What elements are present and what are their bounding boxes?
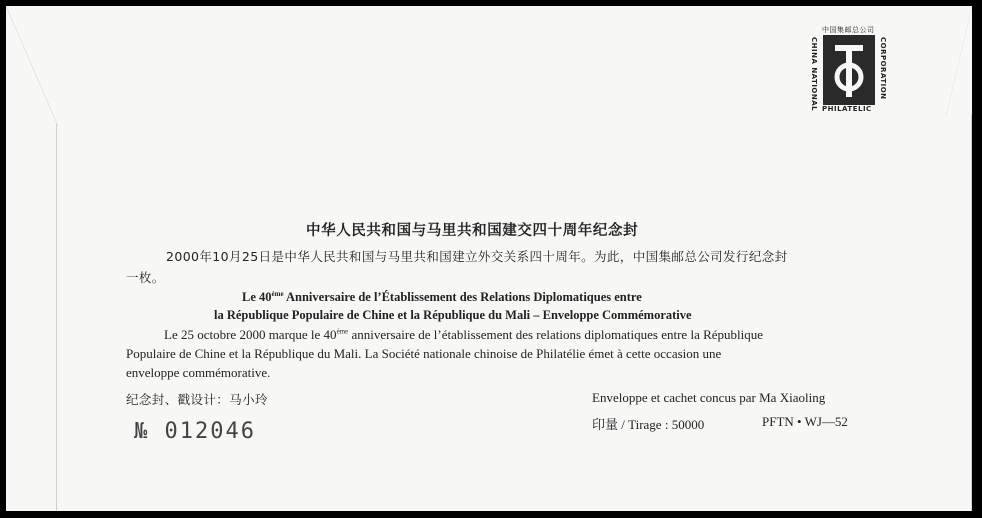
french-body-line-3: enveloppe commémorative. bbox=[126, 365, 271, 380]
logo-right-text: CORPORATION bbox=[879, 37, 887, 100]
designer-french: Enveloppe et cachet concus par Ma Xiaoling bbox=[592, 390, 826, 405]
philatelic-corporation-logo bbox=[810, 25, 890, 117]
catalog-code: PFTN • WJ—52 bbox=[762, 414, 848, 429]
chinese-body-line-1: 2000年10月25日是中华人民共和国与马里共和国建立外交关系四十周年。为此，中国集邮总公司发行纪念封 bbox=[166, 249, 788, 264]
logo-left-text: CHINA NATIONAL bbox=[810, 37, 818, 112]
french-title-line-2: la République Populaire de Chine et la République du Mali – Enveloppe Commémorative bbox=[214, 308, 692, 322]
french-body-line-2: Populaire de Chine et la République du Mali. La Société nationale chinoise de Philatélie émet à cette occasion une bbox=[126, 346, 722, 361]
logo-bottom-text: PHILATELIC bbox=[822, 105, 872, 113]
chinese-body-line-2: 一枚。 bbox=[126, 270, 165, 285]
flap-edge-right bbox=[946, 6, 972, 116]
logo-chinese-text: 中国集邮总公司 bbox=[822, 26, 875, 34]
designer-chinese: 纪念封、戳设计：马小玲 bbox=[126, 392, 268, 407]
tirage-label: 印量 / Tirage : 50000 bbox=[592, 417, 705, 432]
logo-mark-icon bbox=[823, 35, 875, 105]
chinese-title: 中华人民共和国与马里共和国建交四十周年纪念封 bbox=[306, 223, 639, 239]
serial-number: № 012046 bbox=[134, 419, 256, 444]
flap-line-left bbox=[56, 124, 57, 511]
french-title-line-1: Le $40^{éme}$ Anniversaire de l’Établissement des Relations Diplomatiques entre bbox=[242, 289, 642, 304]
french-body-line-1: Le 25 octobre 2000 marque le $40^{éme}$ anniversaire de l’établissement des relations diplomatiques entre la République bbox=[164, 327, 764, 342]
flap-edge-left bbox=[6, 6, 58, 126]
flap-line-right bbox=[971, 114, 972, 511]
envelope-back bbox=[6, 6, 972, 511]
